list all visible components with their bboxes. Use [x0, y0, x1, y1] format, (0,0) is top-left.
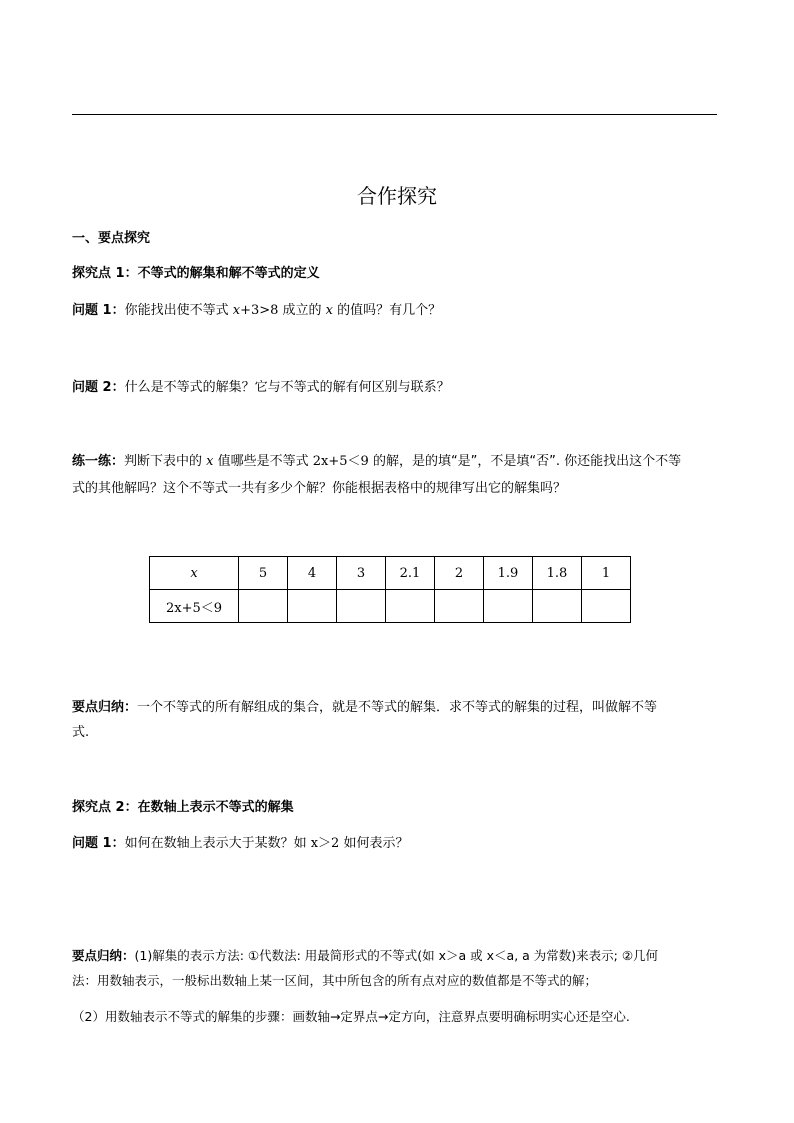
practice-text-a: 判断下表中的: [124, 454, 207, 469]
table-cell: 5: [239, 557, 288, 590]
practice-x: x: [206, 454, 214, 469]
answer-cell[interactable]: [533, 590, 582, 623]
practice-text-b: 值哪些是不等式: [213, 454, 313, 469]
point2-heading: [72, 795, 724, 821]
table-cell: 3: [337, 557, 386, 590]
practice-line-1: [72, 449, 724, 475]
answer-cell[interactable]: [435, 590, 484, 623]
table-row: [150, 590, 631, 623]
page-title: 合作探究: [357, 184, 437, 208]
practice-text-c: 的解，是的填“是”，不是填“否”. 你还能找出这个不等: [368, 454, 682, 469]
solution-table: [149, 556, 631, 623]
table-cell: 4: [288, 557, 337, 590]
table-row: [150, 557, 631, 590]
question-2: [72, 375, 724, 401]
summary1-label: 要点归纳：: [72, 700, 138, 715]
practice-expr: 2x+5＜9: [312, 454, 369, 469]
point1-heading: [72, 261, 724, 287]
answer-cell[interactable]: [484, 590, 533, 623]
point1-text: 不等式的解集和解不等式的定义: [137, 266, 320, 281]
q1-text-b: 成立的: [278, 303, 326, 318]
summary2-text-1: (1)解集的表示方法: ①代数法: 用最简形式的不等式(如 x＞a 或 x＜a, a 为常数)来表示; ②几何: [134, 948, 659, 963]
answer-cell[interactable]: [239, 590, 288, 623]
section-heading: 一、要点探究: [72, 231, 151, 246]
q1-label: 问题 1：: [72, 303, 125, 318]
header-rule: [72, 114, 717, 115]
answer-cell[interactable]: [288, 590, 337, 623]
q3-label: 问题 1：: [72, 836, 125, 851]
q3-text-a: 如何在数轴上表示大于某数？如: [124, 836, 311, 851]
summary2-line-3: （2）用数轴表示不等式的解集的步骤：画数轴→定界点→定方向，注意界点要明确标明实心还是空心.: [72, 1009, 630, 1024]
summary2-label: 要点归纳：: [72, 948, 135, 963]
q3-expr: x＞2: [310, 836, 340, 851]
answer-cell[interactable]: [386, 590, 435, 623]
q3-text-b: 如何表示？: [339, 836, 409, 851]
practice-line-2: 式的其他解吗？这个不等式一共有多少个解？你能根据表格中的规律写出它的解集吗？: [72, 481, 567, 496]
summary2-line-1: [72, 943, 724, 969]
question-1: [72, 298, 724, 324]
table-header-inequality: 2x+5＜9: [150, 590, 239, 623]
table-cell: 1.8: [533, 557, 582, 590]
answer-cell[interactable]: [337, 590, 386, 623]
question-3: [72, 831, 724, 857]
q1-expr-rest: +3>8: [240, 303, 279, 318]
q1-text-c: 的值吗？有几个？: [333, 303, 442, 318]
table-cell: 1: [582, 557, 631, 590]
table-header-x: x: [150, 557, 239, 590]
point2-label: 探究点 2：: [72, 800, 138, 815]
table-cell: 2.1: [386, 557, 435, 590]
point1-label: 探究点 1：: [72, 266, 138, 281]
practice-label: 练一练：: [72, 454, 125, 469]
table-cell: 2: [435, 557, 484, 590]
summary1-line-1: [72, 695, 724, 721]
summary2-line-2: 法：用数轴表示，一般标出数轴上某一区间，其中所包含的所有点对应的数值都是不等式的解；: [72, 973, 598, 988]
summary1-text: 一个不等式的所有解组成的集合，就是不等式的解集．求不等式的解集的过程，叫做解不等: [137, 700, 658, 715]
table-cell: 1.9: [484, 557, 533, 590]
point2-text: 在数轴上表示不等式的解集: [137, 800, 294, 815]
answer-cell[interactable]: [582, 590, 631, 623]
summary1-line-2: 式.: [72, 725, 90, 740]
q1-x: x: [325, 303, 333, 318]
q1-text-a: 你能找出使不等式: [124, 303, 233, 318]
q2-text: 什么是不等式的解集？它与不等式的解有何区别与联系？: [124, 380, 450, 395]
q1-expr-x: x: [232, 303, 241, 318]
q2-label: 问题 2：: [72, 380, 125, 395]
